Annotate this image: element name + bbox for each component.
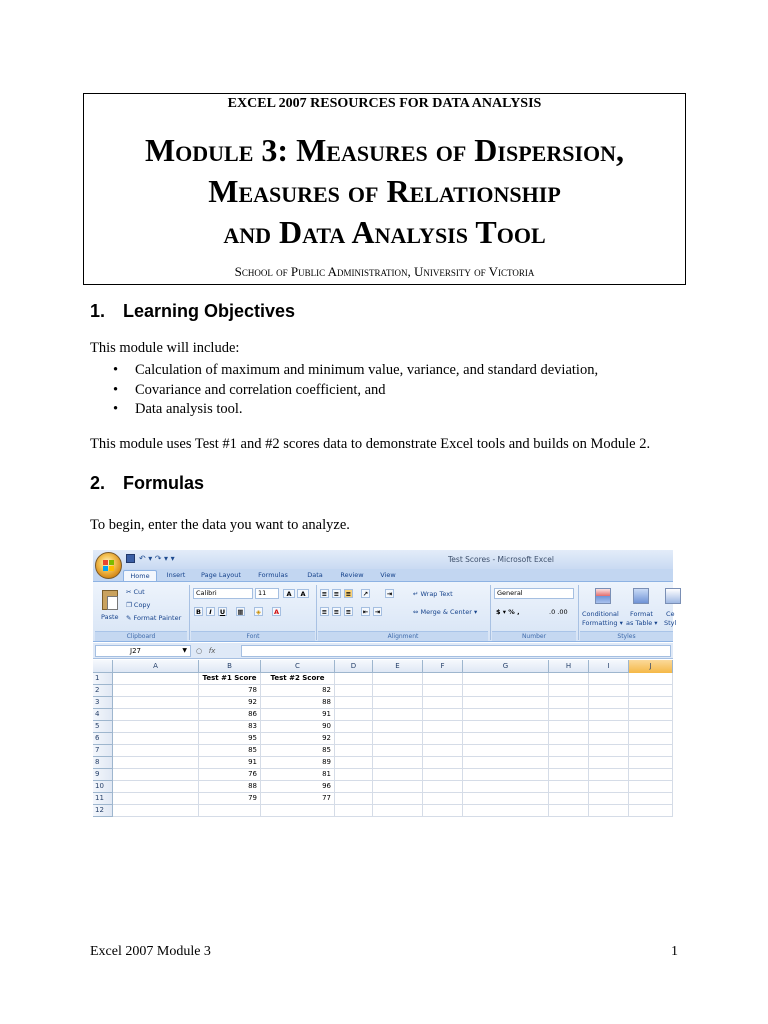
fx-icon[interactable]: ○ fx — [196, 647, 216, 655]
table-cell[interactable] — [589, 697, 629, 709]
table-cell[interactable] — [549, 757, 589, 769]
group-divider — [490, 585, 491, 640]
scissors-icon: ✂ — [126, 588, 134, 596]
table-cell[interactable] — [549, 769, 589, 781]
wrap-text-button[interactable]: ↵ Wrap Text — [413, 590, 453, 598]
table-cell[interactable] — [423, 733, 463, 745]
table-cell[interactable] — [113, 673, 199, 685]
title-box — [83, 93, 686, 285]
section-number: 2. — [90, 473, 106, 493]
select-all-corner[interactable] — [93, 660, 113, 673]
font-color-button[interactable]: A — [273, 608, 280, 616]
table-cell[interactable] — [549, 697, 589, 709]
table-cell[interactable] — [423, 793, 463, 805]
decrease-indent-button[interactable]: ⇤ — [362, 608, 369, 616]
table-cell[interactable] — [629, 721, 673, 733]
table-cell[interactable] — [463, 709, 549, 721]
column-header[interactable]: B — [199, 660, 261, 673]
row-header[interactable]: 5 — [93, 721, 113, 733]
office-logo-icon — [103, 560, 115, 572]
save-icon[interactable] — [126, 554, 135, 563]
tab-review[interactable]: Review — [340, 571, 364, 579]
table-row — [93, 733, 673, 745]
table-cell[interactable] — [113, 757, 199, 769]
table-cell[interactable] — [549, 721, 589, 733]
formula-input[interactable] — [241, 645, 671, 657]
table-cell[interactable] — [373, 757, 423, 769]
underline-button[interactable]: U — [219, 608, 226, 616]
table-cell[interactable] — [423, 781, 463, 793]
excel-title-bar — [93, 550, 673, 569]
table-cell[interactable] — [629, 709, 673, 721]
format-table-icon[interactable] — [633, 588, 649, 604]
table-cell[interactable] — [549, 745, 589, 757]
table-cell[interactable] — [463, 781, 549, 793]
table-cell[interactable]: 89 — [261, 757, 335, 769]
font-name-select[interactable]: Calibri — [193, 588, 253, 599]
group-divider — [189, 585, 190, 640]
ribbon — [93, 581, 677, 642]
table-cell[interactable] — [113, 745, 199, 757]
table-cell[interactable] — [589, 733, 629, 745]
row-header[interactable]: 8 — [93, 757, 113, 769]
table-cell[interactable] — [589, 673, 629, 685]
cell-styles-icon[interactable] — [665, 588, 681, 604]
table-cell[interactable] — [113, 709, 199, 721]
document-title — [84, 130, 685, 253]
column-header-selected[interactable]: J — [629, 660, 673, 673]
table-cell[interactable]: 96 — [261, 781, 335, 793]
table-cell[interactable]: 95 — [199, 733, 261, 745]
table-cell[interactable] — [589, 769, 629, 781]
title-line: and Data Analysis Tool — [223, 214, 546, 250]
table-cell[interactable]: 92 — [199, 697, 261, 709]
table-cell[interactable]: 83 — [199, 721, 261, 733]
table-cell[interactable]: Test #2 Score — [261, 673, 335, 685]
table-cell[interactable] — [373, 745, 423, 757]
table-cell[interactable] — [549, 805, 589, 817]
orientation-button[interactable]: ↗ — [362, 590, 369, 598]
table-cell[interactable] — [423, 709, 463, 721]
group-divider — [316, 585, 317, 640]
table-cell[interactable] — [335, 733, 373, 745]
table-cell[interactable] — [463, 793, 549, 805]
table-cell[interactable]: 81 — [261, 769, 335, 781]
table-cell[interactable] — [629, 733, 673, 745]
column-headers — [93, 660, 673, 673]
table-cell[interactable] — [549, 709, 589, 721]
table-cell[interactable] — [335, 793, 373, 805]
document-supertitle: EXCEL 2007 RESOURCES FOR DATA ANALYSIS — [227, 96, 542, 111]
table-cell[interactable] — [113, 781, 199, 793]
decimal-buttons[interactable]: .0 .00 — [549, 608, 568, 616]
name-box[interactable]: J27 ▼ — [95, 645, 191, 657]
brush-icon: ✎ — [126, 614, 134, 622]
align-right-button[interactable]: ≡ — [345, 608, 352, 616]
table-cell[interactable] — [335, 685, 373, 697]
tab-data[interactable]: Data — [307, 571, 323, 579]
copy-icon: ❐ — [126, 601, 134, 609]
table-cell[interactable] — [113, 721, 199, 733]
section-closing: This module uses Test #1 and #2 scores data to demonstrate Excel tools and builds on Module 2. — [90, 436, 651, 452]
section-title: Learning Objectives — [123, 301, 296, 321]
table-cell[interactable] — [463, 805, 549, 817]
row-header[interactable]: 7 — [93, 745, 113, 757]
number-format-select[interactable]: General — [494, 588, 574, 599]
paste-icon[interactable] — [102, 590, 118, 610]
table-row — [93, 709, 673, 721]
font-size-select[interactable]: 11 — [255, 588, 279, 599]
section-intro: To begin, enter the data you want to analyze. — [90, 517, 350, 533]
table-cell[interactable] — [589, 745, 629, 757]
table-cell[interactable] — [261, 805, 335, 817]
cell-styles-button-line2[interactable]: Styl — [664, 619, 677, 627]
table-cell[interactable] — [373, 709, 423, 721]
table-cell[interactable]: 92 — [261, 733, 335, 745]
currency-percent-comma-buttons[interactable]: $ ▾ % , — [496, 608, 520, 616]
table-cell[interactable] — [589, 781, 629, 793]
table-row — [93, 805, 673, 817]
table-row — [93, 673, 673, 685]
table-cell[interactable] — [629, 781, 673, 793]
table-cell[interactable]: 79 — [199, 793, 261, 805]
table-cell[interactable] — [113, 805, 199, 817]
align-top-button[interactable]: ≡ — [321, 590, 328, 598]
table-cell[interactable] — [589, 721, 629, 733]
section-intro: This module will include: — [90, 340, 240, 356]
excel-screenshot — [93, 550, 677, 825]
table-cell[interactable]: 88 — [199, 781, 261, 793]
table-row — [93, 745, 673, 757]
align-middle-button[interactable]: ≡ — [333, 590, 340, 598]
group-label-clipboard: Clipboard — [95, 631, 187, 641]
conditional-formatting-button[interactable]: Conditional — [582, 610, 619, 618]
table-cell[interactable] — [423, 673, 463, 685]
table-cell[interactable] — [463, 745, 549, 757]
table-cell[interactable] — [423, 805, 463, 817]
table-cell[interactable] — [113, 793, 199, 805]
conditional-formatting-button-line2[interactable]: Formatting ▾ — [582, 619, 623, 627]
table-row — [93, 769, 673, 781]
table-cell[interactable] — [549, 793, 589, 805]
section-heading-formulas — [90, 473, 204, 494]
section-heading-learning-objectives — [90, 301, 295, 322]
list-item: • Calculation of maximum and minimum value, variance, and standard deviation, — [113, 362, 598, 382]
table-cell[interactable] — [549, 673, 589, 685]
table-row — [93, 685, 673, 697]
row-header[interactable]: 4 — [93, 709, 113, 721]
table-cell[interactable] — [373, 697, 423, 709]
row-header[interactable]: 9 — [93, 769, 113, 781]
table-cell[interactable]: 91 — [199, 757, 261, 769]
table-cell[interactable] — [589, 685, 629, 697]
tab-formulas[interactable]: Formulas — [258, 571, 288, 579]
table-cell[interactable]: 78 — [199, 685, 261, 697]
table-cell[interactable]: Test #1 Score — [199, 673, 261, 685]
table-cell[interactable] — [463, 685, 549, 697]
table-cell[interactable] — [589, 709, 629, 721]
table-cell[interactable] — [335, 757, 373, 769]
row-header[interactable]: 10 — [93, 781, 113, 793]
table-cell[interactable] — [373, 733, 423, 745]
table-row — [93, 781, 673, 793]
table-cell[interactable] — [373, 781, 423, 793]
grow-font-button[interactable]: A — [283, 589, 295, 598]
fill-color-button[interactable]: ◈ — [256, 608, 261, 616]
cell-styles-button[interactable]: Ce — [666, 610, 675, 618]
table-cell[interactable] — [423, 769, 463, 781]
table-cell[interactable] — [113, 685, 199, 697]
table-cell[interactable] — [589, 793, 629, 805]
table-cell[interactable] — [463, 757, 549, 769]
office-button[interactable] — [95, 552, 122, 579]
row-header[interactable]: 2 — [93, 685, 113, 697]
indent-button[interactable]: ⇥ — [386, 590, 393, 598]
column-header[interactable]: H — [549, 660, 589, 673]
column-header[interactable]: F — [423, 660, 463, 673]
table-row — [93, 721, 673, 733]
table-cell[interactable] — [463, 769, 549, 781]
wrap-icon: ↵ — [413, 590, 421, 598]
paste-button[interactable]: Paste — [101, 613, 119, 621]
table-cell[interactable] — [335, 721, 373, 733]
table-cell[interactable]: 86 — [199, 709, 261, 721]
group-label-font: Font — [191, 631, 315, 641]
table-cell[interactable] — [549, 781, 589, 793]
table-cell[interactable] — [373, 685, 423, 697]
column-header[interactable]: D — [335, 660, 373, 673]
column-header[interactable]: G — [463, 660, 549, 673]
table-cell[interactable] — [629, 745, 673, 757]
table-cell[interactable] — [423, 721, 463, 733]
column-header[interactable]: A — [113, 660, 199, 673]
chevron-down-icon[interactable]: ▼ — [182, 647, 187, 654]
table-cell[interactable] — [113, 769, 199, 781]
table-row — [93, 757, 673, 769]
table-cell[interactable] — [589, 757, 629, 769]
cut-button[interactable]: ✂ Cut — [126, 588, 145, 596]
row-header[interactable]: 6 — [93, 733, 113, 745]
table-cell[interactable]: 85 — [199, 745, 261, 757]
table-cell[interactable] — [549, 685, 589, 697]
table-cell[interactable] — [463, 697, 549, 709]
copy-button[interactable]: ❐ Copy — [126, 601, 151, 609]
table-cell[interactable] — [629, 685, 673, 697]
table-cell[interactable] — [335, 697, 373, 709]
group-label-styles: Styles — [580, 631, 673, 641]
spreadsheet-grid — [93, 660, 673, 825]
title-line: Module 3: Measures of Dispersion, — [144, 132, 625, 168]
row-header[interactable]: 11 — [93, 793, 113, 805]
group-divider — [578, 585, 579, 640]
title-line: Measures of Relationship — [208, 173, 561, 209]
format-as-table-button-line2[interactable]: as Table ▾ — [626, 619, 658, 627]
column-header[interactable]: E — [373, 660, 423, 673]
table-cell[interactable] — [423, 697, 463, 709]
table-cell[interactable] — [629, 805, 673, 817]
table-cell[interactable] — [629, 697, 673, 709]
window-title: Test Scores - Microsoft Excel — [448, 555, 554, 564]
table-cell[interactable]: 82 — [261, 685, 335, 697]
table-cell[interactable]: 90 — [261, 721, 335, 733]
objectives-list — [113, 362, 598, 421]
section-title: Formulas — [123, 473, 205, 493]
table-cell[interactable] — [199, 805, 261, 817]
table-cell[interactable]: 77 — [261, 793, 335, 805]
affiliation: School of Public Administration, University of Victoria — [234, 264, 535, 279]
table-cell[interactable] — [423, 757, 463, 769]
page-number: 1 — [671, 944, 678, 959]
table-cell[interactable] — [629, 769, 673, 781]
row-header[interactable]: 3 — [93, 697, 113, 709]
section-number: 1. — [90, 301, 106, 321]
align-bottom-button[interactable]: ≡ — [345, 590, 352, 598]
formula-bar — [93, 643, 673, 659]
table-cell[interactable]: 88 — [261, 697, 335, 709]
list-item: • Covariance and correlation coefficient, and — [113, 382, 598, 402]
table-cell[interactable] — [629, 673, 673, 685]
table-cell[interactable] — [335, 745, 373, 757]
table-cell[interactable] — [423, 745, 463, 757]
row-header[interactable]: 1 — [93, 673, 113, 685]
merge-icon: ⇔ — [413, 608, 421, 616]
table-cell[interactable] — [423, 685, 463, 697]
tab-insert[interactable]: Insert — [166, 571, 186, 579]
row-header[interactable]: 12 — [93, 805, 113, 817]
table-cell[interactable] — [629, 757, 673, 769]
merge-center-button[interactable]: ⇔ Merge & Center ▾ — [413, 608, 478, 616]
group-label-number: Number — [492, 631, 576, 641]
format-painter-button[interactable]: ✎ Format Painter — [126, 614, 182, 622]
shrink-font-button[interactable]: A — [297, 589, 309, 598]
table-cell[interactable] — [463, 673, 549, 685]
table-cell[interactable] — [373, 769, 423, 781]
table-cell[interactable] — [373, 721, 423, 733]
tab-view[interactable]: View — [380, 571, 396, 579]
ribbon-tabs — [93, 569, 673, 581]
table-cell[interactable] — [629, 793, 673, 805]
table-row — [93, 697, 673, 709]
table-cell[interactable] — [463, 733, 549, 745]
table-cell[interactable] — [335, 781, 373, 793]
group-label-alignment: Alignment — [318, 631, 488, 641]
table-cell[interactable] — [113, 697, 199, 709]
increase-indent-button[interactable]: ⇥ — [374, 608, 381, 616]
column-header[interactable]: C — [261, 660, 335, 673]
tab-home[interactable]: Home — [123, 570, 157, 581]
table-cell[interactable] — [335, 769, 373, 781]
format-as-table-button[interactable]: Format — [630, 610, 653, 618]
footer-title: Excel 2007 Module 3 — [90, 944, 211, 959]
table-cell[interactable]: 76 — [199, 769, 261, 781]
align-center-button[interactable]: ≡ — [333, 608, 340, 616]
borders-button[interactable]: ▦ — [237, 608, 244, 616]
list-item: • Data analysis tool. — [113, 401, 598, 421]
table-cell[interactable] — [373, 805, 423, 817]
align-left-button[interactable]: ≡ — [321, 608, 328, 616]
table-cell[interactable] — [463, 721, 549, 733]
italic-button[interactable]: I — [206, 607, 215, 616]
table-cell[interactable] — [549, 733, 589, 745]
bold-button[interactable]: B — [194, 607, 203, 616]
table-cell[interactable] — [373, 793, 423, 805]
table-cell[interactable]: 91 — [261, 709, 335, 721]
table-cell[interactable]: 85 — [261, 745, 335, 757]
column-header[interactable]: I — [589, 660, 629, 673]
table-cell[interactable] — [335, 673, 373, 685]
table-cell[interactable] — [589, 805, 629, 817]
table-row — [93, 793, 673, 805]
table-cell[interactable] — [373, 673, 423, 685]
tab-page-layout[interactable]: Page Layout — [201, 571, 241, 579]
table-cell[interactable] — [335, 805, 373, 817]
quick-access-toolbar[interactable]: ↶ ▾ ↷ ▾ ▾ — [126, 554, 175, 566]
table-cell[interactable] — [113, 733, 199, 745]
table-cell[interactable] — [335, 709, 373, 721]
conditional-formatting-icon[interactable] — [595, 588, 611, 604]
